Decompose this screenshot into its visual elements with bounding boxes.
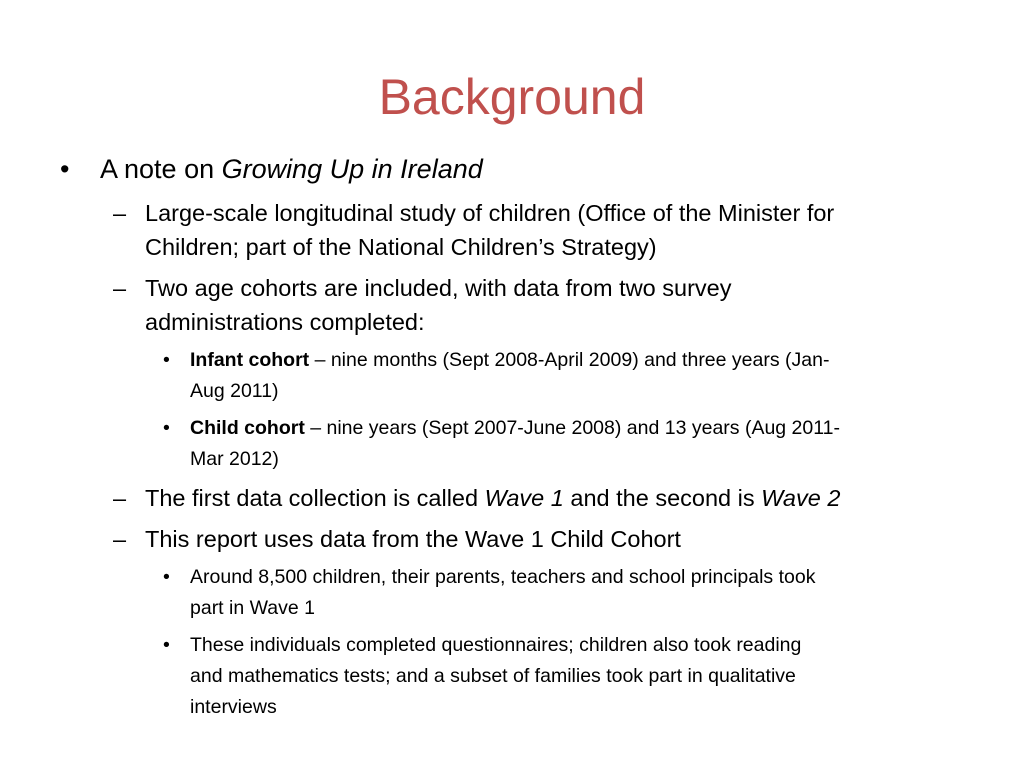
dash-icon: – xyxy=(113,200,127,226)
bullet-infant-line1 xyxy=(190,345,829,376)
dash-icon: – xyxy=(113,275,127,301)
infant-cohort-label: Infant cohort xyxy=(190,349,310,371)
wave2-label: Wave 2 xyxy=(761,485,841,511)
bullet-individuals-line1: These individuals completed questionnaires; children also took reading xyxy=(190,634,802,656)
slide-title: Background xyxy=(378,69,646,125)
bullet-infant-line2: Aug 2011) xyxy=(190,380,279,402)
bullet-around-line2: part in Wave 1 xyxy=(190,597,315,619)
child-cohort-label: Child cohort xyxy=(190,417,305,439)
bullet-dot-icon: • xyxy=(163,349,170,371)
bullet-individuals-line2: and mathematics tests; and a subset of families took part in qualitative xyxy=(190,665,796,687)
waves-part2: and the second is xyxy=(563,485,762,511)
infant-cohort-text: – nine months (Sept 2008-April 2009) and three years (Jan- xyxy=(309,349,830,371)
bullet-study-line1: Large-scale longitudinal study of children (Office of the Minister for xyxy=(145,200,835,226)
bullet-main-italic: Growing Up in Ireland xyxy=(221,154,483,184)
bullet-study-line2: Children; part of the National Children’s Strategy) xyxy=(145,234,657,260)
bullet-cohorts-line1: Two age cohorts are included, with data from two survey xyxy=(145,275,732,301)
bullet-child-line2: Mar 2012) xyxy=(190,448,279,470)
waves-part1: The first data collection is called xyxy=(145,485,485,511)
bullet-dot-icon: • xyxy=(60,154,70,184)
bullet-cohorts-line2: administrations completed: xyxy=(145,309,425,335)
bullet-dot-icon: • xyxy=(163,566,170,588)
bullet-main xyxy=(100,152,483,186)
dash-icon: – xyxy=(113,526,127,552)
bullet-main-prefix: A note on xyxy=(100,154,222,184)
bullet-waves xyxy=(145,481,840,515)
bullet-child-line1 xyxy=(190,413,840,444)
bullet-dot-icon: • xyxy=(163,417,170,439)
bullet-report-line1: This report uses data from the Wave 1 Child Cohort xyxy=(145,526,681,552)
bullet-individuals-line3: interviews xyxy=(190,696,277,718)
wave1-label: Wave 1 xyxy=(484,485,564,511)
bullet-around-line1: Around 8,500 children, their parents, teachers and school principals took xyxy=(190,566,816,588)
bullet-dot-icon: • xyxy=(163,634,170,656)
child-cohort-text: – nine years (Sept 2007-June 2008) and 13 years (Aug 2011- xyxy=(304,417,840,439)
dash-icon: – xyxy=(113,485,127,511)
